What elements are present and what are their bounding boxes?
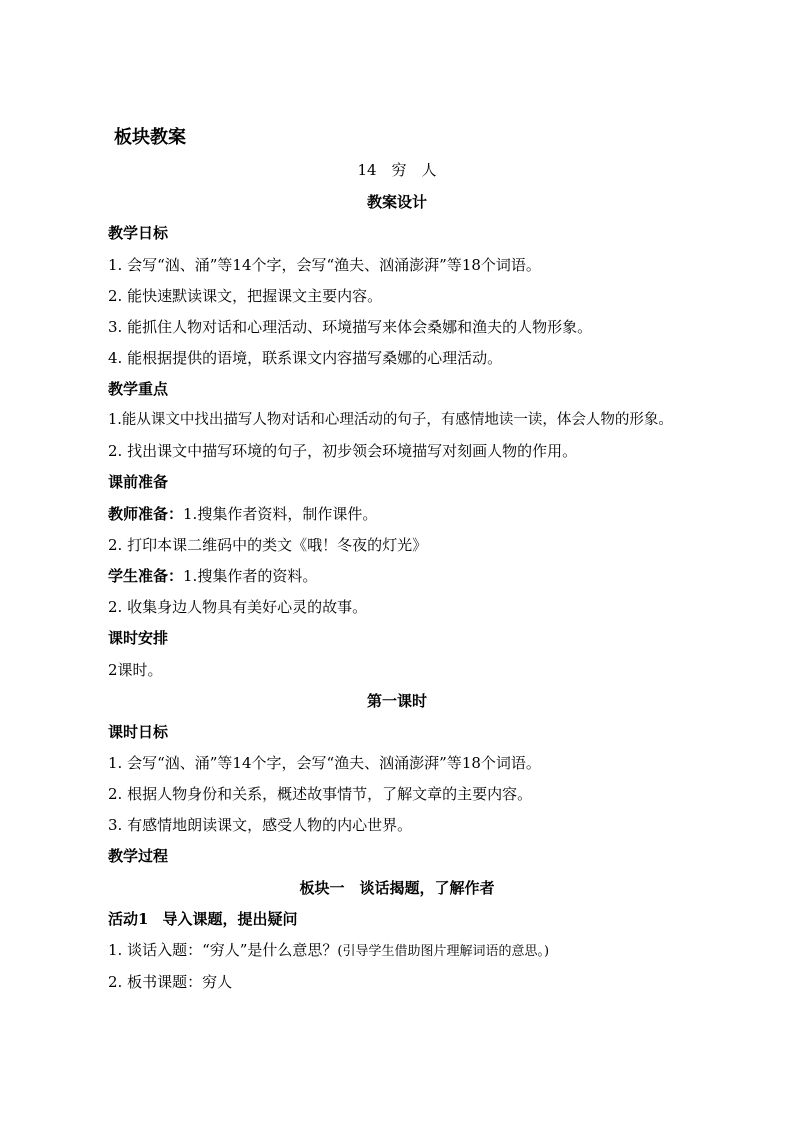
student-label: 学生准备： xyxy=(108,567,184,585)
objective-item: 2. 能快速默读课文，把握课文主要内容。 xyxy=(108,287,383,305)
activity-title: 导入课题，提出疑问 xyxy=(162,910,298,928)
period-objective-item: 3. 有感情地朗读课文，感受人物的内心世界。 xyxy=(108,816,413,834)
process-step xyxy=(108,940,549,962)
teacher-first: 1.搜集作者资料，制作课件。 xyxy=(183,505,378,523)
period-objective-item: 2. 根据人物身份和关系，概述故事情节，了解文章的主要内容。 xyxy=(108,785,533,803)
lesson-title: 14 穷 人 xyxy=(357,161,437,179)
teacher-second: 2. 打印本课二维码中的类文《哦！冬夜的灯光》 xyxy=(108,536,428,554)
student-preparation xyxy=(108,566,317,586)
period-objective-item: 1. 会写“汹、涌”等14个字，会写“渔夫、汹涌澎湃”等18个词语。 xyxy=(108,754,541,772)
process-heading: 教学过程 xyxy=(108,847,169,865)
key-points-heading: 教学重点 xyxy=(108,380,169,398)
schedule-heading: 课时安排 xyxy=(108,629,169,647)
teacher-preparation xyxy=(108,504,377,524)
key-point-item: 1.能从课文中找出描写人物对话和心理活动的句子，有感情地读一读，体会人物的形象。 xyxy=(108,412,673,428)
first-period-title: 第一课时 xyxy=(366,692,427,710)
key-point-item: 2. 找出课文中描写环境的句子，初步领会环境描写对刻画人物的作用。 xyxy=(108,442,578,460)
student-first: 1.搜集作者的资料。 xyxy=(183,567,318,585)
preparation-heading: 课前准备 xyxy=(108,473,169,491)
process-step: 2. 板书课题：穷人 xyxy=(108,973,233,991)
objective-item: 3. 能抓住人物对话和心理活动、环境描写来体会桑娜和渔夫的人物形象。 xyxy=(108,318,593,336)
teacher-label: 教师准备： xyxy=(108,505,184,523)
step1-note: (引导学生借助图片理解词语的意思。) xyxy=(337,944,550,959)
objective-item: 1. 会写“汹、涌”等14个字，会写“渔夫、汹涌澎湃”等18个词语。 xyxy=(108,256,541,274)
schedule-text: 2课时。 xyxy=(108,661,163,679)
module-title: 板块一 谈话揭题，了解作者 xyxy=(299,879,495,897)
section-title: 板块教案 xyxy=(114,127,186,148)
design-title: 教案设计 xyxy=(366,193,427,211)
objective-item: 4. 能根据提供的语境，联系课文内容描写桑娜的心理活动。 xyxy=(108,349,503,367)
student-second: 2. 收集身边人物具有美好心灵的故事。 xyxy=(108,598,368,616)
activity-heading xyxy=(108,909,297,929)
period-objectives-heading: 课时日标 xyxy=(108,723,169,741)
activity-label: 活动1 xyxy=(108,910,149,928)
step1-main: 1. 谈话入题：“穷人”是什么意思？ xyxy=(108,941,338,959)
objectives-heading: 教学日标 xyxy=(108,224,169,242)
